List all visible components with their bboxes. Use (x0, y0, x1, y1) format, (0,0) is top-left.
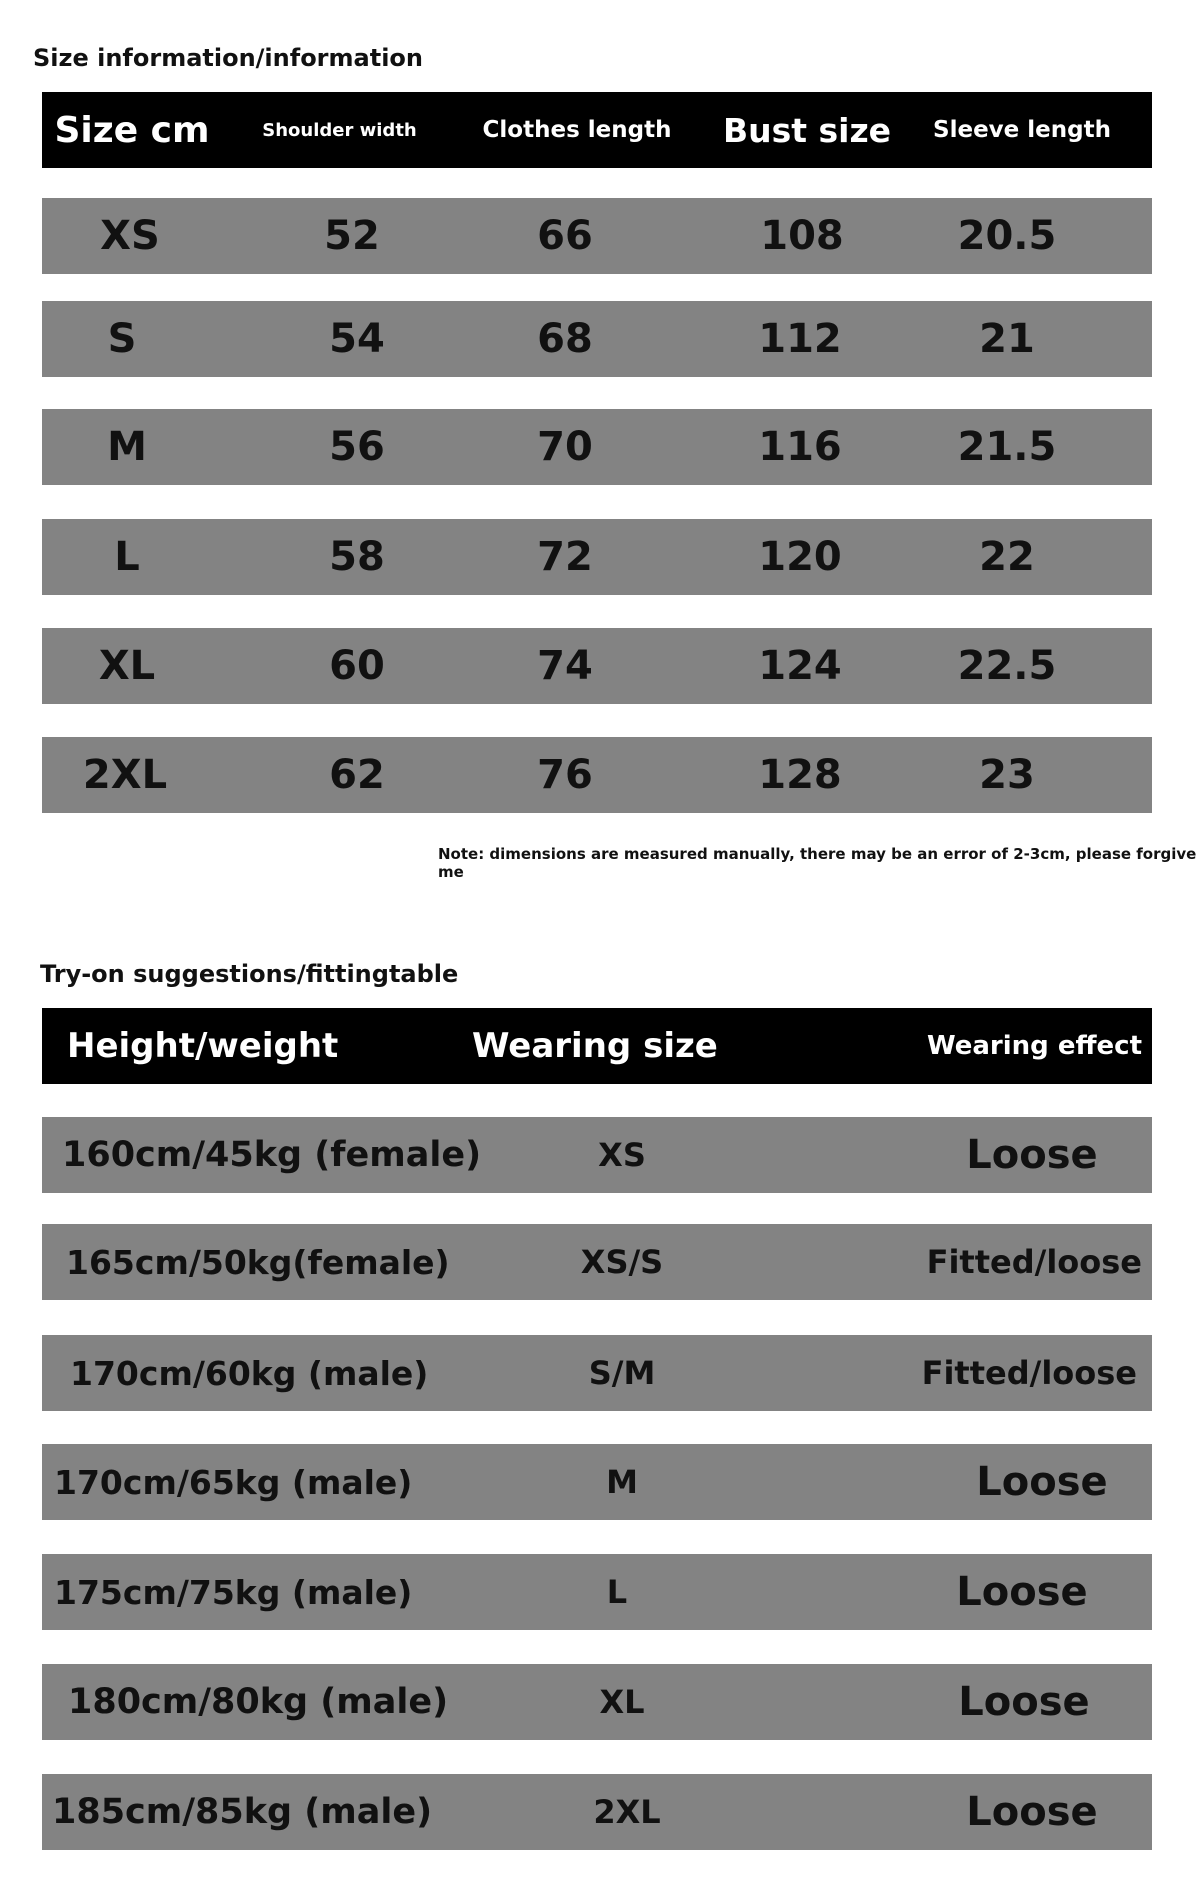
cell-size: L (114, 534, 140, 580)
fit-section-title: Try-on suggestions/fittingtable (40, 960, 459, 988)
cell-bust: 128 (758, 752, 842, 798)
header-clothes-length: Clothes length (482, 117, 672, 143)
cell-sleeve: 21.5 (957, 424, 1057, 470)
header-wearing-effect: Wearing effect (926, 1031, 1142, 1061)
size-table-header (42, 92, 1152, 168)
cell-sleeve: 23 (979, 752, 1035, 798)
cell-bust: 120 (758, 534, 842, 580)
cell-length: 72 (537, 534, 593, 580)
table-row (42, 1774, 1152, 1850)
table-row (42, 1117, 1152, 1193)
header-sleeve-length: Sleeve length (933, 117, 1111, 143)
cell-size: XS (100, 213, 160, 259)
cell-bust: 108 (760, 213, 844, 259)
header-height-weight: Height/weight (67, 1026, 339, 1066)
cell-length: 70 (537, 424, 593, 470)
cell-wearing-size: XL (599, 1683, 645, 1721)
cell-wearing-effect: Loose (958, 1679, 1090, 1725)
cell-wearing-size: L (606, 1573, 628, 1611)
cell-size: M (107, 424, 147, 470)
cell-height-weight: 170cm/60kg (male) (70, 1353, 429, 1393)
size-section-title: Size information/information (33, 44, 423, 72)
table-row (42, 1444, 1152, 1520)
cell-wearing-size: XS (598, 1136, 646, 1174)
header-shoulder-width: Shoulder width (262, 119, 417, 141)
cell-height-weight: 180cm/80kg (male) (68, 1682, 449, 1722)
cell-sleeve: 20.5 (957, 213, 1057, 259)
cell-height-weight: 170cm/65kg (male) (54, 1462, 413, 1502)
cell-shoulder: 62 (329, 752, 385, 798)
table-row (42, 198, 1152, 274)
header-wearing-size: Wearing size (472, 1026, 718, 1066)
header-bust-size: Bust size (722, 110, 892, 150)
cell-wearing-size: M (606, 1463, 638, 1501)
fit-table-header (42, 1008, 1152, 1084)
cell-wearing-size: S/M (588, 1354, 656, 1392)
cell-height-weight: 165cm/50kg(female) (66, 1242, 450, 1282)
table-row (42, 519, 1152, 595)
table-row (42, 1554, 1152, 1630)
cell-length: 74 (537, 643, 593, 689)
cell-length: 76 (537, 752, 593, 798)
cell-sleeve: 22 (979, 534, 1035, 580)
header-size-cm: Size cm (54, 109, 210, 151)
cell-shoulder: 52 (324, 213, 380, 259)
cell-bust: 124 (758, 643, 842, 689)
cell-height-weight: 185cm/85kg (male) (52, 1792, 433, 1832)
table-row (42, 1224, 1152, 1300)
cell-wearing-effect: Loose (976, 1459, 1108, 1505)
cell-shoulder: 58 (329, 534, 385, 580)
cell-shoulder: 56 (329, 424, 385, 470)
table-row (42, 737, 1152, 813)
cell-shoulder: 60 (329, 643, 385, 689)
table-row (42, 409, 1152, 485)
cell-shoulder: 54 (329, 316, 385, 362)
cell-height-weight: 160cm/45kg (female) (62, 1135, 482, 1175)
cell-bust: 112 (758, 316, 842, 362)
cell-sleeve: 22.5 (957, 643, 1057, 689)
cell-length: 66 (537, 213, 593, 259)
cell-wearing-effect: Loose (966, 1789, 1098, 1835)
cell-wearing-effect: Loose (966, 1132, 1098, 1178)
table-row (42, 301, 1152, 377)
cell-size: S (107, 316, 137, 362)
cell-size: 2XL (82, 752, 168, 798)
table-row (42, 628, 1152, 704)
cell-height-weight: 175cm/75kg (male) (54, 1572, 413, 1612)
cell-length: 68 (537, 316, 593, 362)
cell-sleeve: 21 (979, 316, 1035, 362)
table-row (42, 1664, 1152, 1740)
table-row (42, 1335, 1152, 1411)
measurement-note: Note: dimensions are measured manually, there may be an error of 2-3cm, please forgive me (438, 845, 1197, 881)
cell-bust: 116 (758, 424, 842, 470)
cell-size: XL (98, 643, 156, 689)
cell-wearing-effect: Fitted/loose (921, 1354, 1137, 1392)
cell-wearing-size: XS/S (580, 1243, 664, 1281)
cell-wearing-effect: Loose (956, 1569, 1088, 1615)
cell-wearing-effect: Fitted/loose (926, 1243, 1142, 1281)
cell-wearing-size: 2XL (593, 1793, 661, 1831)
